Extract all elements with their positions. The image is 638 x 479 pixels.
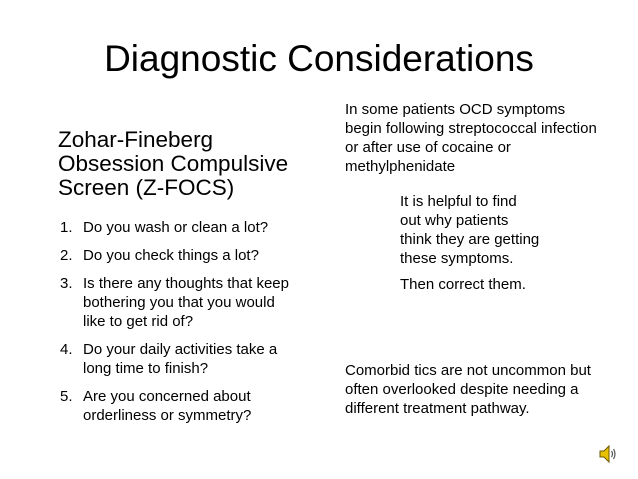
question-text: Are you concerned about orderliness or symmetry? [83, 388, 252, 424]
comorbid-tics-note: Comorbid tics are not uncommon but often overlooked despite needing a different treatment pathway. [345, 362, 591, 417]
question-item [60, 218, 300, 237]
question-number: 2. [60, 247, 73, 264]
screen-name-line: Obsession Compulsive [58, 151, 289, 176]
question-text: Is there any thoughts that keep bothering you that you would like to get rid of? [83, 275, 289, 330]
correction-text: Then correct them. [400, 276, 526, 293]
question-item [60, 274, 300, 331]
screen-name-line: Screen (Z-FOCS) [58, 175, 235, 200]
question-number: 1. [60, 219, 73, 236]
ocd-onset-note: In some patients OCD symptoms begin following streptococcal infection or after use of cocaine or methylphenidate [345, 101, 597, 175]
screen-name-line: Zohar-Fineberg [58, 127, 214, 152]
question-item [60, 387, 300, 425]
question-item [60, 246, 300, 265]
speaker-icon[interactable] [598, 443, 618, 465]
patient-beliefs-text: It is helpful to find out why patients think they are getting these symptoms. [400, 193, 540, 267]
question-item [60, 340, 300, 378]
patient-beliefs-note [400, 192, 540, 301]
slide-title: Diagnostic Considerations [104, 38, 534, 79]
question-number: 5. [60, 388, 73, 405]
question-text: Do your daily activities take a long time to finish? [83, 341, 278, 377]
question-number: 3. [60, 275, 73, 292]
question-text: Do you check things a lot? [83, 247, 259, 264]
question-number: 4. [60, 341, 73, 358]
screen-name [58, 128, 328, 200]
question-text: Do you wash or clean a lot? [83, 219, 269, 236]
question-list [60, 218, 300, 434]
